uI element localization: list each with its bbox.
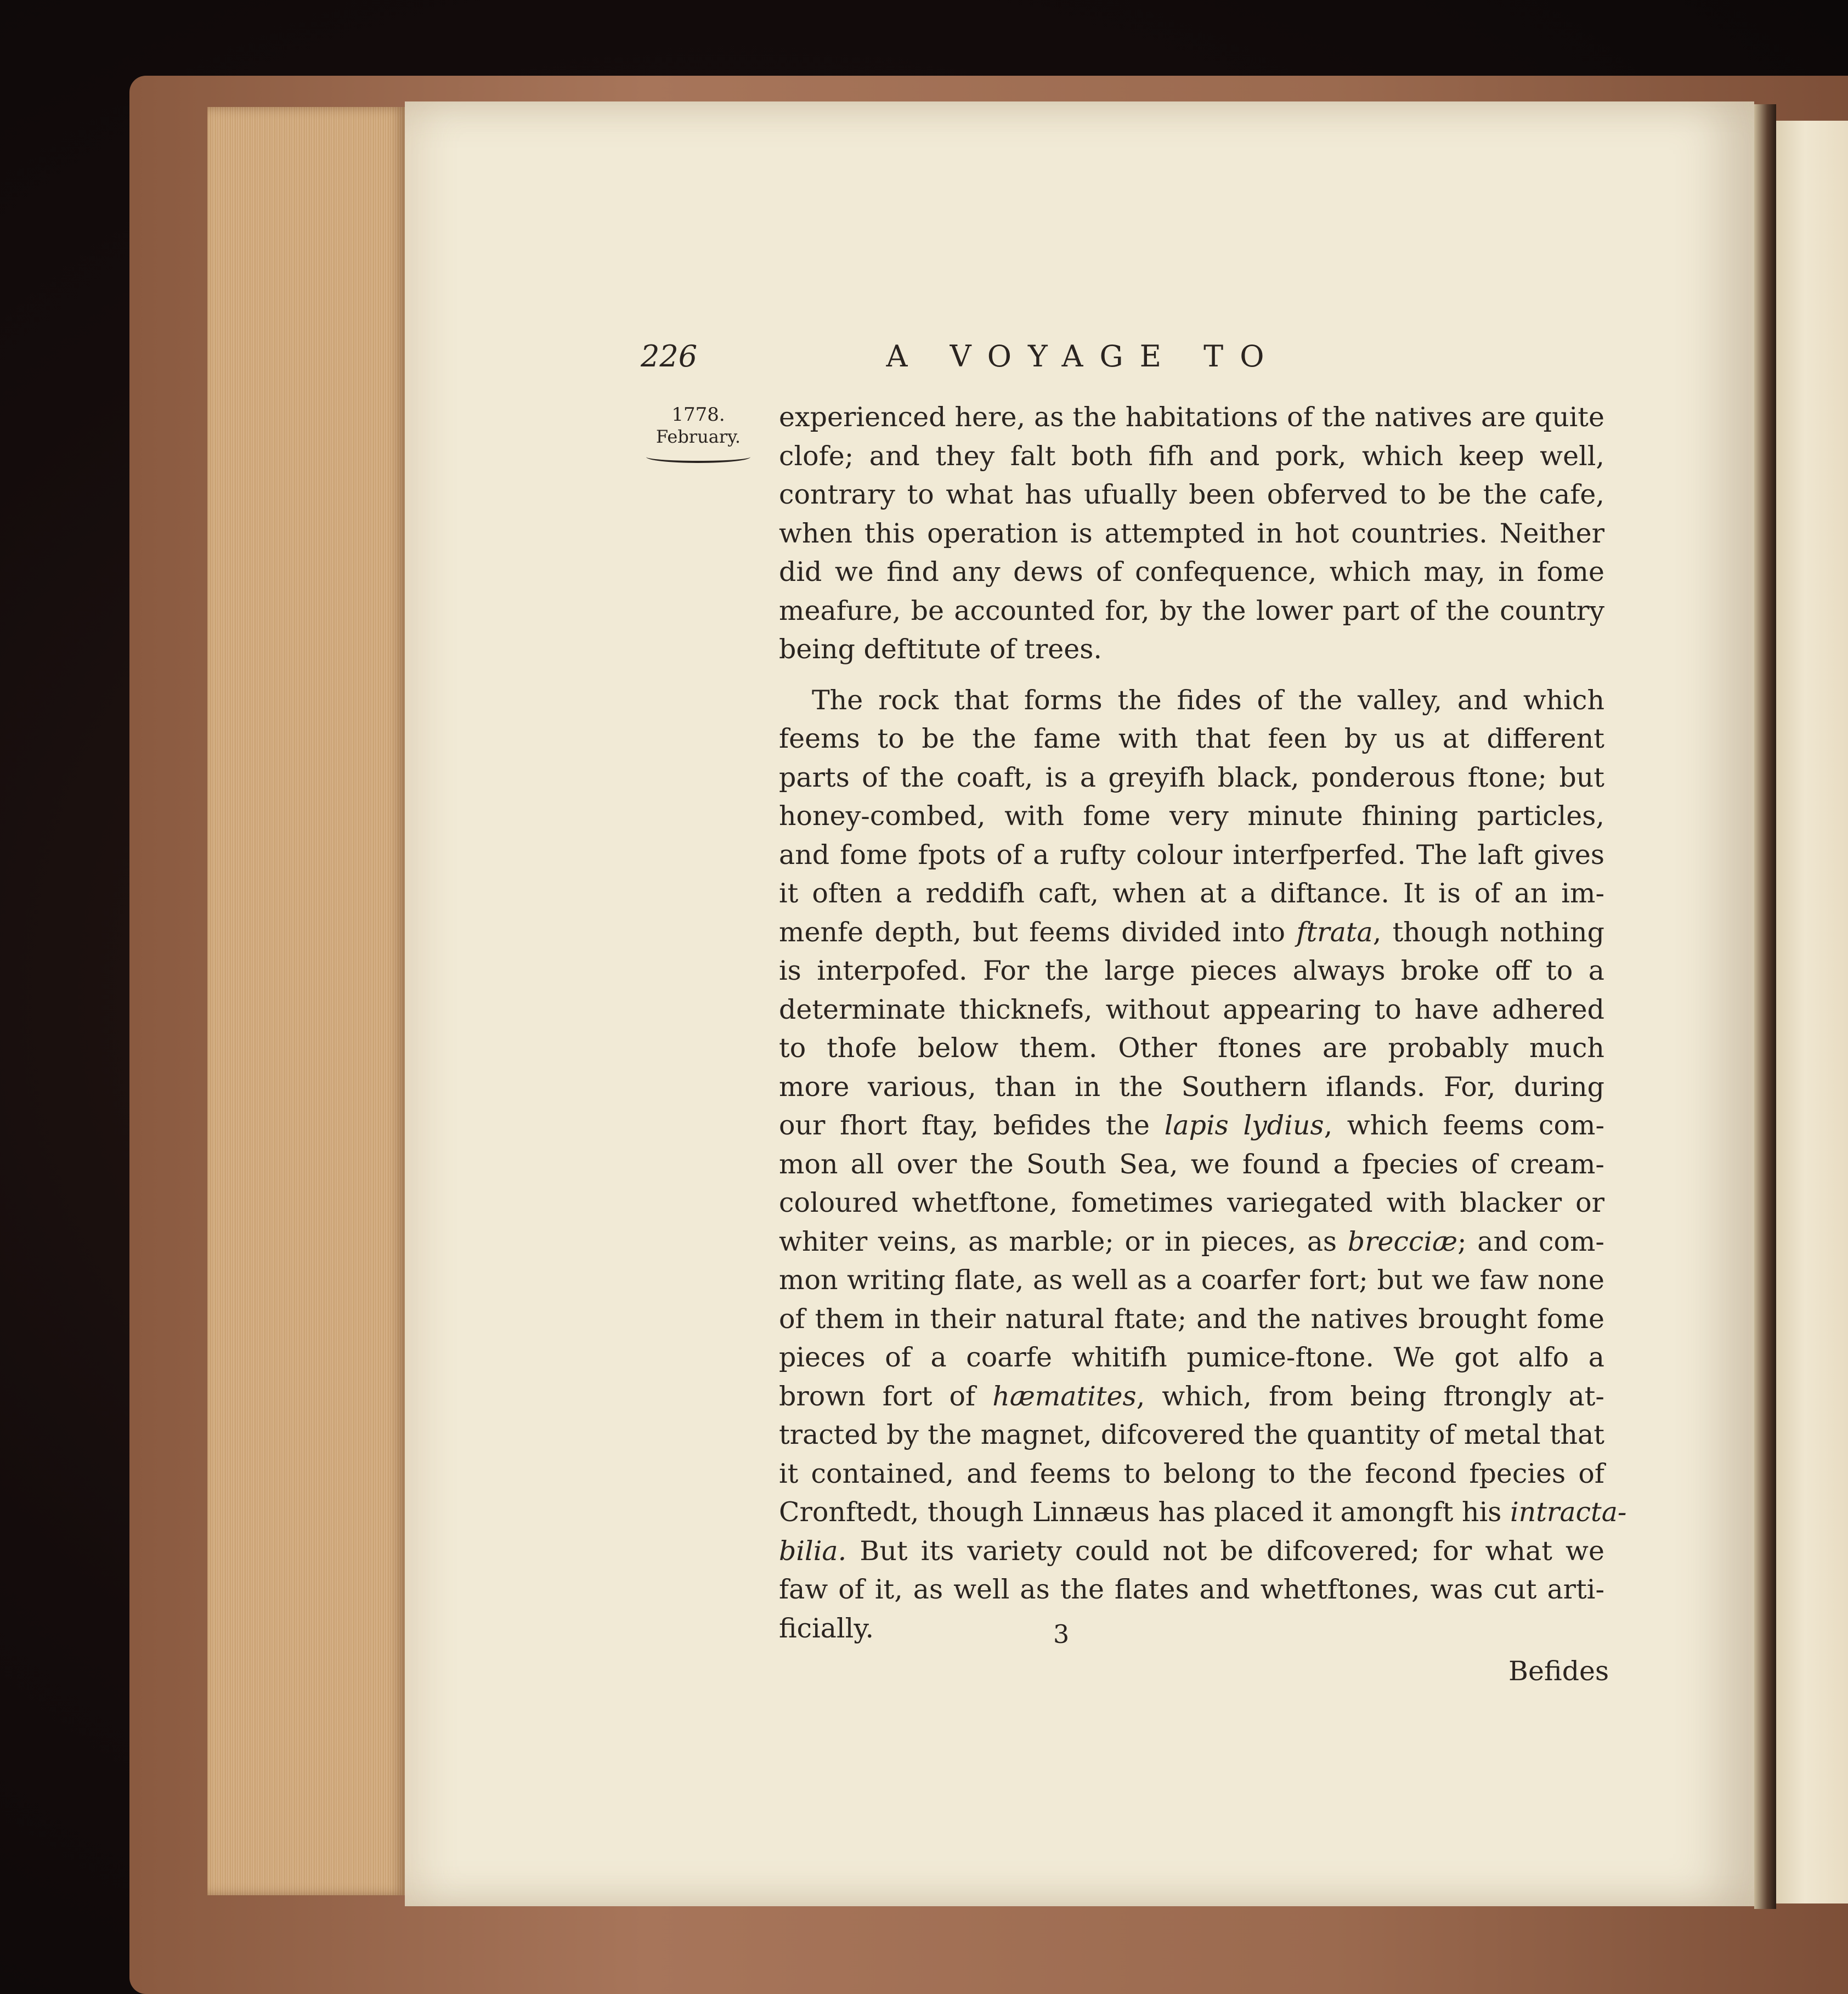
- text-line: honey-combed, with fome very minute fhining particles,: [779, 800, 1604, 832]
- text-line: contrary to what has ufually been obferved to be the cafe,: [779, 479, 1604, 510]
- page-edges: [207, 107, 405, 1895]
- text-line: being deftitute of trees.: [779, 634, 1102, 665]
- text-line: meafure, be accounted for, by the lower part of the country: [779, 595, 1604, 626]
- signature-mark: 3: [1053, 1619, 1070, 1649]
- text-line: and fome fpots of a rufty colour interfperfed. The laft gives: [779, 839, 1604, 871]
- margin-year: 1778.: [671, 404, 725, 426]
- catchword: Befides: [1508, 1656, 1609, 1687]
- facing-page-edge: [1776, 121, 1848, 1903]
- text-line: to thofe below them. Other ftones are probably much: [779, 1032, 1604, 1064]
- text-line: clofe; and they falt both fifh and pork, which keep well,: [779, 440, 1604, 472]
- italic-term: lapis lydius: [1164, 1110, 1324, 1141]
- text-line: mon writing flate, as well as a coarfer fort; but we faw none: [779, 1264, 1604, 1296]
- book-gutter: [1754, 104, 1776, 1909]
- text-line: Cronftedt, though Linnæus has placed it amongft his intracta-: [779, 1496, 1627, 1528]
- running-title: A VOYAGE TO: [886, 339, 1281, 374]
- body-text: [779, 398, 1627, 1648]
- italic-term: hæmatites: [992, 1380, 1137, 1412]
- italic-term: bilia.: [779, 1535, 847, 1567]
- text-line: whiter veins, as marble; or in pieces, as brecciæ; and com-: [779, 1225, 1604, 1257]
- italic-term: brecciæ: [1347, 1225, 1458, 1257]
- text-line: The rock that forms the fides of the valley, and which: [812, 684, 1604, 716]
- text-line: bilia. But its variety could not be difcovered; for what we: [779, 1535, 1604, 1567]
- text-line: coloured whetftone, fometimes variegated with blacker or: [779, 1187, 1604, 1218]
- text-line: it often a reddifh caft, when at a diftance. It is of an im-: [779, 878, 1604, 909]
- text-line: it contained, and feems to belong to the fecond fpecies of: [779, 1458, 1604, 1489]
- margin-month: February.: [655, 426, 741, 447]
- margin-date-note: [641, 404, 756, 463]
- text-line: experienced here, as the habitations of the natives are quite: [779, 402, 1604, 433]
- text-line: faw of it, as well as the flates and whetftones, was cut arti-: [779, 1574, 1604, 1605]
- text-line: pieces of a coarfe whitifh pumice-ftone. We got alfo a: [779, 1342, 1604, 1373]
- paragraph-break: [779, 669, 1604, 681]
- text-line: of them in their natural ftate; and the natives brought fome: [779, 1303, 1604, 1335]
- italic-term: intracta-: [1510, 1496, 1627, 1528]
- text-line: is interpofed. For the large pieces always broke off to a: [779, 955, 1604, 986]
- text-line: menfe depth, but feems divided into ftrata, though nothing: [779, 916, 1604, 948]
- text-line: when this operation is attempted in hot countries. Neither: [779, 517, 1604, 549]
- text-line: brown fort of hæmatites, which, from being ftrongly at-: [779, 1380, 1604, 1412]
- text-line: did we find any dews of confequence, which may, in fome: [779, 556, 1604, 588]
- italic-term: ftrata: [1296, 916, 1373, 948]
- margin-brace: [646, 451, 750, 463]
- text-line: parts of the coaft, is a greyifh black, ponderous ftone; but: [779, 761, 1604, 793]
- text-line: mon all over the South Sea, we found a fpecies of cream-: [779, 1148, 1604, 1180]
- text-line: more various, than in the Southern iflands. For, during: [779, 1071, 1604, 1103]
- text-line: determinate thicknefs, without appearing to have adhered: [779, 993, 1604, 1025]
- text-line: feems to be the fame with that feen by us at different: [779, 723, 1604, 754]
- text-line: tracted by the magnet, difcovered the quantity of metal that: [779, 1419, 1604, 1450]
- text-line: ficially.: [779, 1612, 874, 1644]
- text-line: our fhort ftay, befides the lapis lydius, which feems com-: [779, 1110, 1605, 1141]
- page-number: 226: [641, 339, 698, 374]
